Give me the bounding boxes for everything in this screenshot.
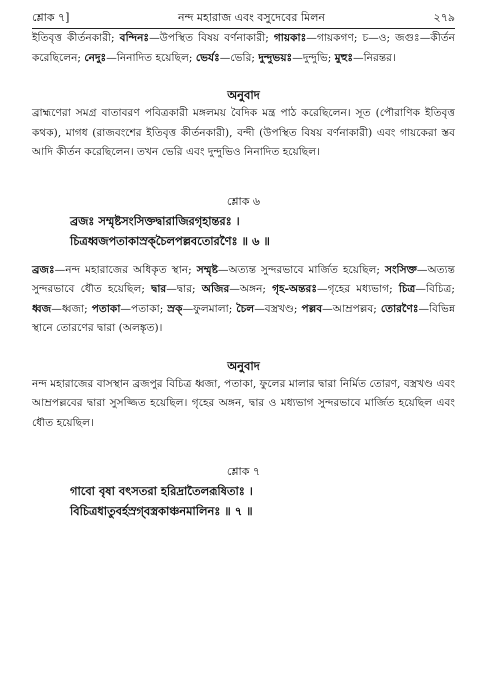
word-meanings-6 bbox=[32, 261, 455, 339]
sloka-label: শ্লোক ৬ bbox=[226, 194, 261, 208]
sanskrit-term: বন্দিনঃ bbox=[119, 32, 150, 44]
sanskrit-term: গায়কাঃ bbox=[273, 32, 307, 44]
term-gloss: —ফুলমালা; bbox=[182, 302, 237, 315]
verse-line: চিত্রধ্বজপতাকাস্রক্‌চৈলপল্লবতোরণৈঃ ॥ ৬ ॥ bbox=[70, 233, 270, 248]
term-gloss: —বিভিন্ন স্থানে তোরণের দ্বারা (অলঙ্কৃত)। bbox=[32, 302, 455, 334]
term-gloss: —দ্বার; bbox=[166, 283, 202, 295]
term-gloss: —দুন্দুভি; bbox=[292, 51, 335, 64]
term-gloss: —অত্যন্ত সুন্দরভাবে মার্জিত হয়েছিল; bbox=[217, 263, 385, 276]
page-header bbox=[32, 10, 455, 29]
term-gloss: —গায়কগণ; চ—ও; জগুঃ—কীর্তন করেছিলেন; bbox=[32, 32, 455, 64]
sanskrit-term: তোরণৈঃ bbox=[380, 302, 419, 315]
word-meanings-5 bbox=[32, 29, 455, 68]
term-gloss: —বিচিত্র; bbox=[415, 283, 455, 295]
header-verse-ref: শ্লোক ৭] bbox=[32, 11, 70, 24]
sanskrit-term: চিত্র bbox=[398, 283, 416, 295]
sanskrit-term: স্রক্‌ bbox=[167, 302, 183, 315]
sanskrit-term: দুন্দুভয়ঃ bbox=[258, 51, 293, 64]
sanskrit-term: দ্বার bbox=[151, 283, 167, 295]
sanskrit-term: সংসিক্ত bbox=[385, 263, 417, 276]
sloka-label: শ্লোক ৭ bbox=[226, 465, 261, 478]
term-gloss: —নন্দ মহারাজের অধিকৃত স্থান; bbox=[54, 263, 197, 276]
translation-heading: অনুবাদ bbox=[227, 88, 260, 102]
term-gloss: —বস্ত্রখণ্ড; bbox=[254, 302, 302, 315]
translation-text: ব্রাহ্মণেরা সমগ্র বাতাবরণ পবিত্রকারী মঙ্গলময় বৈদিক মন্ত্র পাঠ করেছিলেন। সূত (পৌরাণিক ইতিবৃত্ত কথক), মাগধ (রাজবংশের ইতিবৃত্ত কীর্তনকারী), বন্দী (উপস্থিত বিষয় বর্ণনাকারী) এবং গায়কেরা স্তব আদি কীর্তন করেছিলেন। তখন ভেরি এবং দুন্দুভিও নিনাদিত হয়েছিল। bbox=[32, 107, 455, 158]
term-gloss: —অঙ্গন; bbox=[229, 283, 273, 295]
translation-heading: অনুবাদ bbox=[227, 358, 260, 373]
verse-line: বিচিত্রধাতুবর্হস্রগ্‌বস্ত্রকাঞ্চনমালিনঃ ॥ ৭ ॥ bbox=[70, 504, 253, 518]
term-gloss: ইতিবৃত্ত কীর্তনকারী; bbox=[32, 32, 120, 44]
header-chapter-title: নন্দ মহারাজ এবং বসুদেবের মিলন bbox=[178, 11, 325, 24]
sanskrit-term: নেদুঃ bbox=[84, 51, 107, 64]
sanskrit-term: চৈল bbox=[236, 302, 255, 315]
sanskrit-term: ভের্যঃ bbox=[195, 51, 220, 64]
sanskrit-term: সম্মৃষ্ট bbox=[196, 263, 218, 276]
term-gloss: —নিরন্তর। bbox=[353, 51, 396, 64]
sanskrit-term: গৃহ-অন্তরঃ bbox=[272, 283, 317, 295]
sanskrit-term: পল্লব bbox=[301, 302, 323, 315]
sanskrit-term: ধ্বজ bbox=[32, 302, 52, 315]
translation-text: নন্দ মহারাজের বাসস্থান ব্রজপুর বিচিত্র ধ্বজা, পতাকা, ফুলের মালার দ্বারা নির্মিত তোরণ, বস্ত্রখণ্ড এবং আম্রপল্লবের দ্বারা সুসজ্জিত হয়েছিল। গৃহের অঙ্গন, দ্বার ও মধ্যভাগ সুন্দরভাবে মার্জিত হয়েছিল এবং ধৌত হয়েছিল। bbox=[32, 377, 455, 429]
term-gloss: —ধ্বজা; bbox=[51, 302, 92, 315]
sanskrit-term: ব্রজঃ bbox=[32, 263, 55, 276]
sanskrit-term: পতাকা bbox=[91, 302, 121, 315]
term-gloss: —উপস্থিত বিষয় বর্ণনাকারী; bbox=[149, 32, 274, 44]
verse-line: গাবো বৃষা বৎসতরা হরিদ্রাতৈলরূষিতাঃ । bbox=[70, 484, 253, 498]
sanskrit-term: মুহুঃ bbox=[334, 51, 354, 64]
verse-line: ব্রজঃ সম্মৃষ্টসংসিক্তদ্বারাজিরগৃহান্তরঃ । bbox=[70, 213, 240, 228]
term-gloss: —আম্রপল্লব; bbox=[322, 302, 381, 315]
header-page-number: ২৭৯ bbox=[433, 11, 455, 24]
term-gloss: —গৃহের মধ্যভাগ; bbox=[316, 283, 399, 295]
term-gloss: —ভেরি; bbox=[219, 51, 259, 64]
sanskrit-term: অজির bbox=[201, 283, 230, 295]
term-gloss: —পতাকা; bbox=[120, 302, 168, 315]
term-gloss: —অত্যন্ত সুন্দরভাবে ধৌত হয়েছিল; bbox=[32, 263, 455, 295]
term-gloss: —নিনাদিত হয়েছিল; bbox=[106, 51, 196, 64]
